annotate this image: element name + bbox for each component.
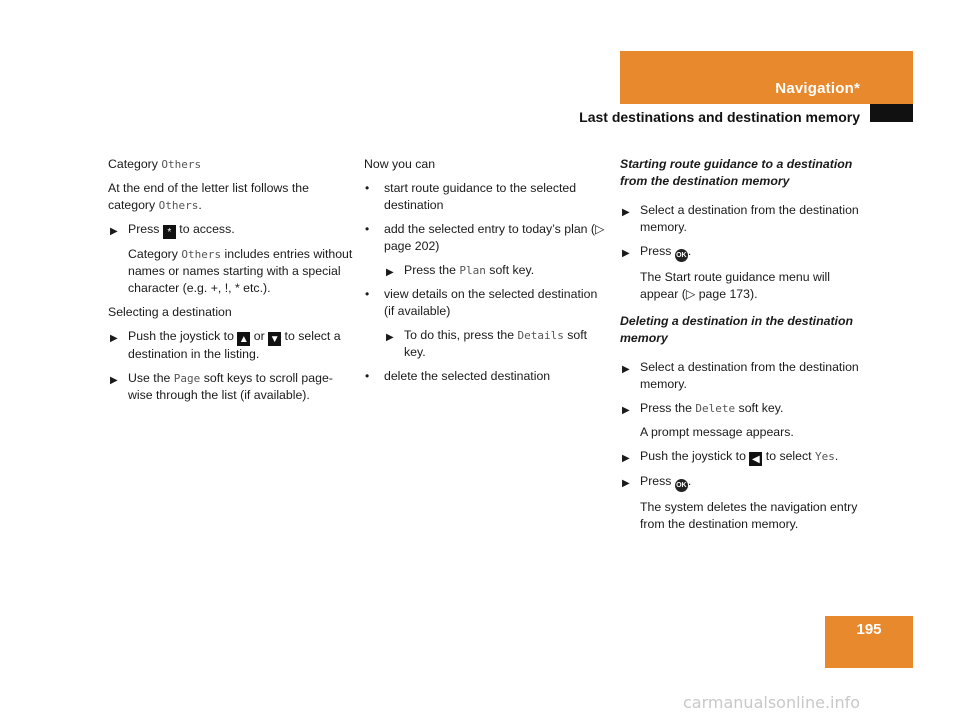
instruction-plan-key	[364, 262, 609, 279]
text: Push the joystick to	[128, 329, 238, 343]
code-delete: Delete	[695, 402, 736, 415]
text: To do this, press the	[404, 328, 518, 342]
text: Category	[108, 157, 162, 171]
note-route-guidance-menu	[620, 269, 865, 303]
arrow-bullet-icon: ▶	[110, 375, 118, 386]
code-others: Others	[158, 199, 199, 212]
page-ref-arrow-icon: ▷	[685, 287, 696, 301]
text: Category	[128, 247, 182, 261]
arrow-bullet-icon: ▶	[622, 478, 630, 489]
ok-button-icon: OK	[675, 479, 688, 492]
star-button-icon: *	[163, 225, 176, 239]
text: Press the	[640, 401, 696, 415]
text: delete the selected destination	[384, 369, 551, 383]
instruction-delete-key	[620, 400, 865, 417]
heading-start-route: Starting route guidance to a destination from the destination memory	[620, 157, 853, 188]
instruction-press-ok	[620, 473, 865, 492]
bullet-view-details	[364, 286, 609, 320]
text: Select a destination from the destination memory.	[640, 360, 859, 391]
note-system-deletes: The system deletes the navigation entry from the destination memory.	[640, 500, 858, 531]
arrow-bullet-icon: ▶	[110, 226, 118, 237]
bullet-add-plan	[364, 221, 609, 255]
page-ref-arrow-icon: ▷	[595, 222, 605, 236]
text: view details on the selected destination (if available)	[384, 287, 598, 318]
instruction-press-ok	[620, 243, 865, 262]
instruction-select-destination	[620, 359, 865, 393]
arrow-bullet-icon: ▶	[622, 364, 630, 375]
paragraph-end-of-list	[108, 180, 353, 214]
instruction-joystick-left	[620, 448, 865, 466]
text: or	[250, 329, 269, 343]
text: Press	[640, 244, 675, 258]
instruction-page-keys	[108, 370, 353, 404]
watermark: carmanualsonline.info	[683, 693, 861, 712]
arrow-bullet-icon: ▶	[110, 333, 118, 344]
text: .	[198, 198, 202, 212]
text: page 202)	[384, 239, 440, 253]
code-others: Others	[161, 158, 202, 171]
arrow-bullet-icon: ▶	[622, 248, 630, 259]
bullet-dot-icon: •	[365, 181, 370, 195]
code-others: Others	[181, 248, 222, 261]
code-plan: Plan	[459, 264, 486, 277]
text: Press	[640, 474, 675, 488]
text: to select	[762, 449, 815, 463]
up-button-icon: ▲	[238, 334, 249, 345]
text: soft keys to scroll page-wise through the list (if available).	[128, 371, 333, 402]
text: At the end of the letter list follows the category	[108, 181, 309, 212]
paragraph-category	[108, 156, 353, 173]
instruction-details-key	[364, 327, 609, 361]
text: Press	[128, 222, 163, 236]
instruction-joystick	[108, 328, 353, 363]
text: Select a destination from the destination memory.	[640, 203, 859, 234]
arrow-bullet-icon: ▶	[622, 405, 630, 416]
code-details: Details	[517, 329, 564, 342]
text: .	[687, 244, 692, 258]
bullet-dot-icon: •	[365, 369, 370, 383]
instruction-press-star	[108, 221, 353, 239]
text: page 173).	[695, 287, 758, 301]
text: Push the joystick to	[640, 449, 750, 463]
bullet-dot-icon: •	[365, 287, 370, 301]
note-prompt-message: A prompt message appears.	[640, 425, 794, 439]
section-title: Navigation*	[775, 80, 860, 97]
header-orange-block	[620, 51, 913, 104]
bullet-start-route	[364, 180, 609, 214]
text: soft key.	[485, 263, 535, 277]
text: start route guidance to the selected destination	[384, 181, 577, 212]
header-black-bar	[870, 104, 913, 122]
text: .	[687, 474, 692, 488]
text: to access.	[175, 222, 235, 236]
arrow-bullet-icon: ▶	[622, 453, 630, 464]
text: soft key.	[404, 328, 588, 359]
instruction-select-destination	[620, 202, 865, 236]
paragraph-now-you-can: Now you can	[364, 157, 436, 171]
arrow-bullet-icon: ▶	[386, 267, 394, 278]
text: includes entries without names or names starting with a special character (e.g. +, !, * etc.).	[128, 247, 353, 295]
text: Press the	[404, 263, 460, 277]
column-1	[108, 156, 353, 411]
note-category-others	[108, 246, 353, 297]
code-yes: Yes	[815, 450, 835, 463]
column-3	[620, 156, 865, 540]
text: soft key.	[735, 401, 784, 415]
page-number: 195	[856, 621, 882, 638]
text: to select a destination in the listing.	[128, 329, 341, 361]
code-page: Page	[173, 372, 201, 385]
paragraph-selecting: Selecting a destination	[108, 305, 232, 319]
left-button-icon: ◀	[749, 452, 762, 466]
page-number-box	[825, 616, 913, 668]
page-subtitle: Last destinations and destination memory	[579, 109, 860, 125]
ok-button-icon: OK	[675, 249, 688, 262]
text: Use the	[128, 371, 174, 385]
text: The Start route guidance menu will appear (	[640, 270, 831, 301]
arrow-bullet-icon: ▶	[386, 332, 394, 343]
down-button-icon: ▼	[269, 334, 280, 345]
bullet-delete	[364, 368, 609, 385]
column-2	[364, 156, 609, 392]
heading-delete-destination: Deleting a destination in the destination memory	[620, 314, 853, 345]
arrow-bullet-icon: ▶	[622, 207, 630, 218]
text: .	[834, 449, 839, 463]
text: add the selected entry to today’s plan (	[384, 222, 596, 236]
bullet-dot-icon: •	[365, 222, 370, 236]
